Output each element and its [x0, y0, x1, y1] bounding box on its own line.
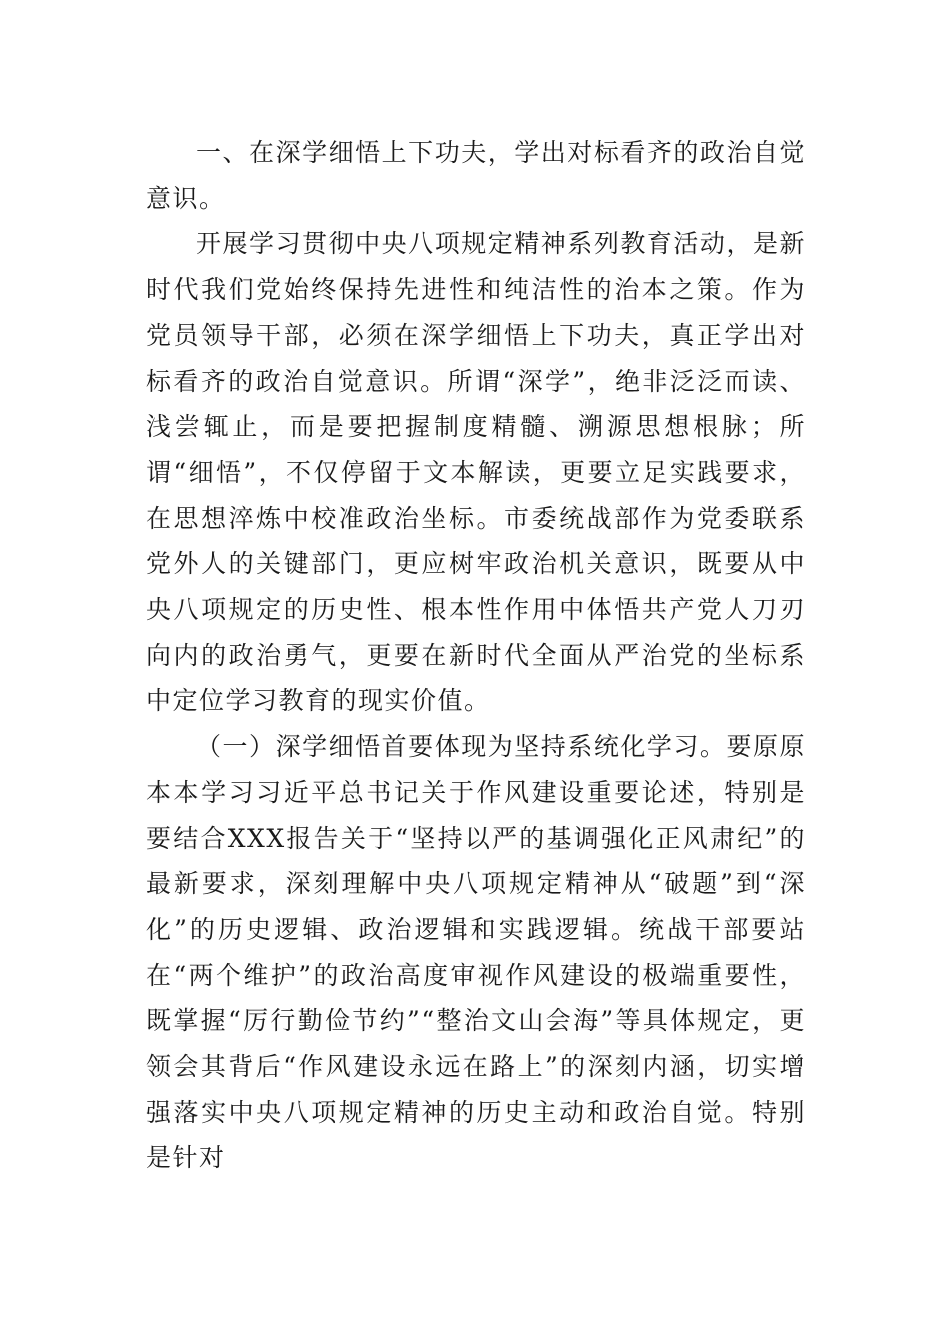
document-body	[146, 130, 806, 1181]
body-paragraph: 开展学习贯彻中央八项规定精神系列教育活动，是新时代我们党始终保持先进性和纯洁性的治本之策。作为党员领导干部，必须在深学细悟上下功夫，真正学出对标看齐的政治自觉意识。所谓“深学”，绝非泛泛而读、浅尝辄止，而是要把握制度精髓、溯源思想根脉；所谓“细悟”，不仅停留于文本解读，更要立足实践要求，在思想淬炼中校准政治坐标。市委统战部作为党委联系党外人的关键部门，更应树牢政治机关意识，既要从中央八项规定的历史性、根本性作用中体悟共产党人刀刃向内的政治勇气，更要在新时代全面从严治党的坐标系中定位学习教育的现实价值。	[146, 229, 806, 716]
section-heading: 一、在深学细悟上下功夫，学出对标看齐的政治自觉意识。	[146, 138, 806, 213]
body-paragraph: （一）深学细悟首要体现为坚持系统化学习。要原原本本学习习近平总书记关于作风建设重要论述，特别是要结合XXX报告关于“坚持以严的基调强化正风肃纪”的最新要求，深刻理解中央八项规定精神从“破题”到“深化”的历史逻辑、政治逻辑和实践逻辑。统战干部要站在“两个维护”的政治高度审视作风建设的极端重要性，既掌握“厉行勤俭节约”“整治文山会海”等具体规定，更领会其背后“作风建设永远在路上”的深刻内涵，切实增强落实中央八项规定精神的历史主动和政治自觉。特别是针对	[146, 732, 806, 1173]
